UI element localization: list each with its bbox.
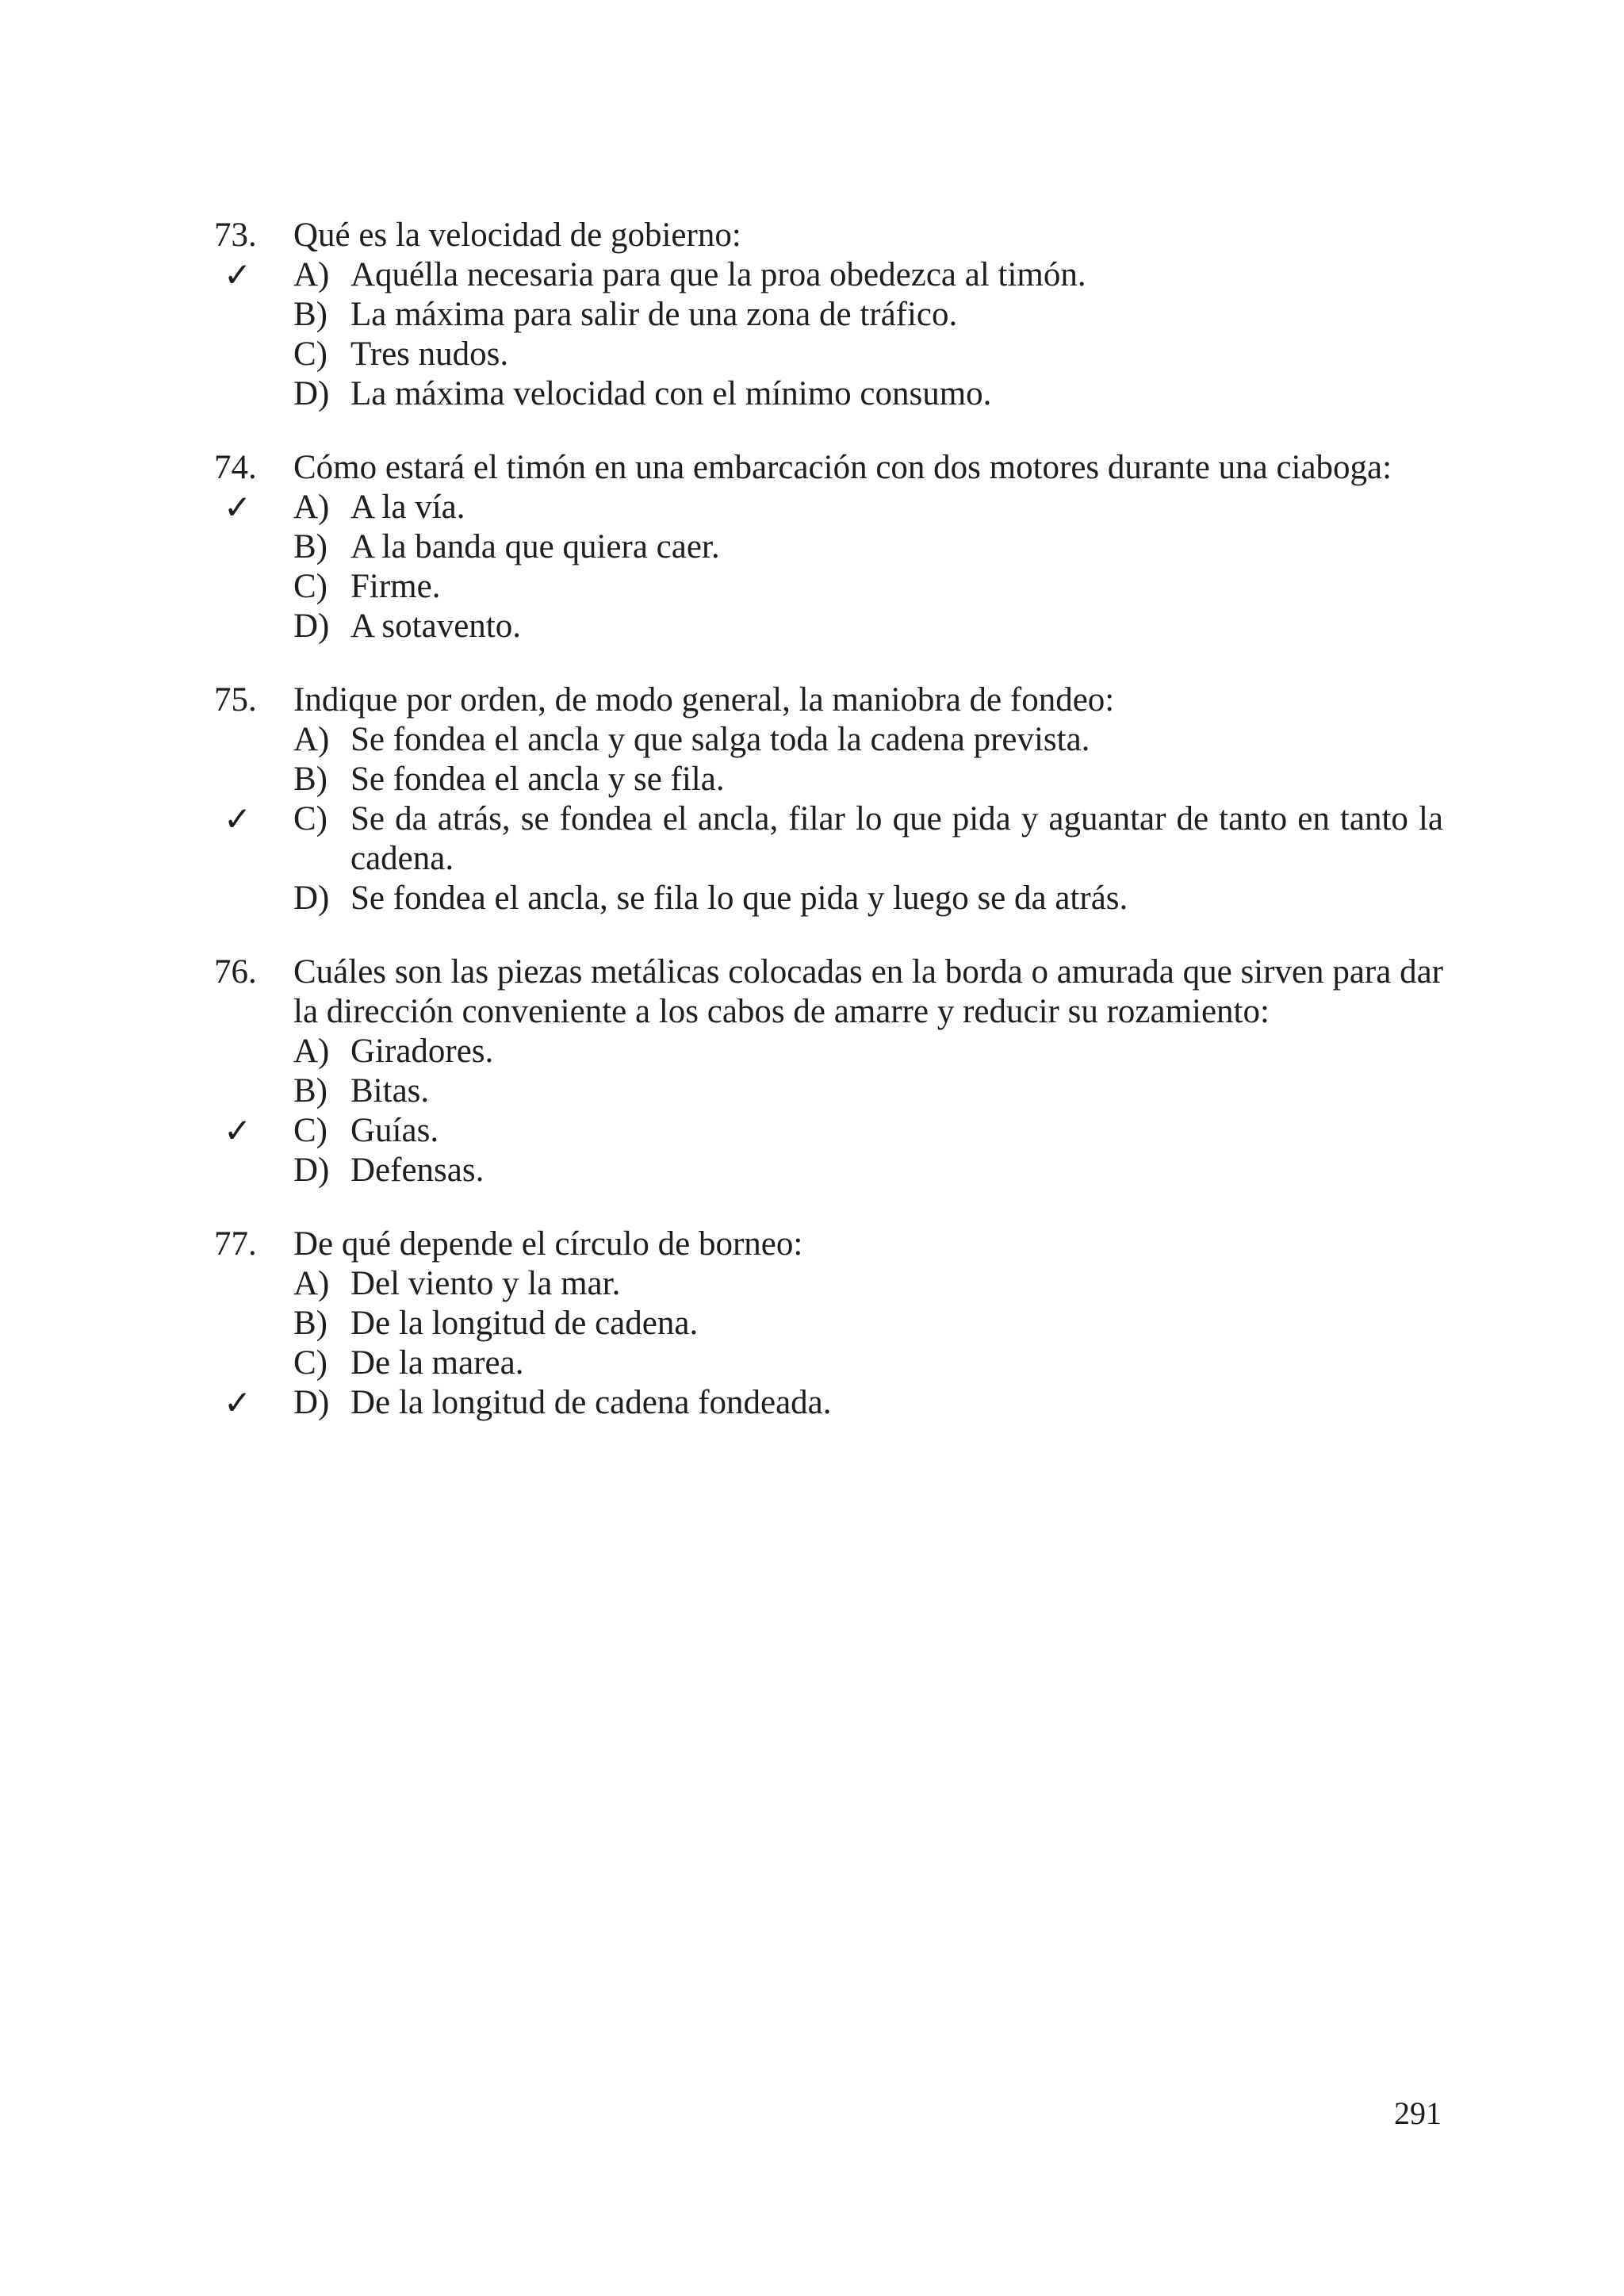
option-letter: C)	[293, 568, 327, 605]
question-stem	[214, 1225, 1443, 1264]
option-text: La máxima velocidad con el mínimo consumo.	[350, 375, 992, 412]
question-item	[214, 953, 1443, 1190]
option-text: Giradores.	[350, 1033, 494, 1070]
question-text: Cuáles son las piezas metálicas colocadas en la borda o amurada que sirven para dar la dirección conveniente a los cabos de amarre y reducir su rozamiento:	[293, 953, 1443, 1030]
option-letter: C)	[293, 1344, 327, 1382]
option-letter: D)	[293, 1152, 330, 1189]
answer-option	[214, 527, 1443, 567]
option-text: Aquélla necesaria para que la proa obedezca al timón.	[350, 256, 1086, 293]
option-text: Bitas.	[350, 1072, 430, 1110]
option-letter: D)	[293, 608, 330, 645]
option-letter: A)	[293, 1033, 330, 1070]
question-stem	[214, 448, 1443, 488]
option-text: Se fondea el ancla, se fila lo que pida y luego se da atrás.	[350, 880, 1128, 917]
option-letter: B)	[293, 1072, 327, 1110]
page-number: 291	[1394, 2095, 1442, 2131]
answer-option	[214, 607, 1443, 646]
question-number: 76.	[214, 953, 257, 991]
option-text: Defensas.	[350, 1152, 485, 1189]
answer-option	[214, 1071, 1443, 1111]
question-text: Indique por orden, de modo general, la maniobra de fondeo:	[293, 681, 1115, 719]
question-text: De qué depende el círculo de borneo:	[293, 1225, 803, 1263]
option-text: A la banda que quiera caer.	[350, 528, 720, 565]
answer-option	[214, 567, 1443, 607]
answer-option	[214, 1032, 1443, 1071]
answer-option	[214, 1151, 1443, 1190]
option-text: Se fondea el ancla y se fila.	[350, 761, 725, 798]
checkmark-icon: ✓	[224, 1383, 252, 1422]
option-letter: A)	[293, 721, 330, 758]
option-text: De la longitud de cadena fondeada.	[350, 1384, 832, 1421]
question-stem	[214, 680, 1443, 720]
checkmark-icon: ✓	[224, 255, 252, 294]
question-stem	[214, 953, 1443, 1032]
answer-option	[214, 1383, 1443, 1423]
option-text: De la longitud de cadena.	[350, 1305, 699, 1342]
option-text: Firme.	[350, 568, 441, 605]
answer-option	[214, 760, 1443, 799]
question-number: 73.	[214, 217, 257, 254]
option-text: La máxima para salir de una zona de tráfico.	[350, 296, 958, 333]
option-letter: B)	[293, 761, 327, 798]
option-text: Se da atrás, se fondea el ancla, filar lo que pida y aguantar de tanto en tanto la cadena.	[350, 800, 1443, 877]
question-item	[214, 680, 1443, 918]
option-letter: D)	[293, 880, 330, 917]
question-item	[214, 216, 1443, 414]
option-text: De la marea.	[350, 1344, 524, 1382]
answer-option	[214, 488, 1443, 527]
option-text: Se fondea el ancla y que salga toda la cadena prevista.	[350, 721, 1090, 758]
option-letter: B)	[293, 296, 327, 333]
answer-option	[214, 374, 1443, 414]
checkmark-icon: ✓	[224, 1111, 252, 1150]
option-letter: A)	[293, 256, 330, 293]
answer-option	[214, 1343, 1443, 1383]
option-letter: D)	[293, 1384, 330, 1421]
question-list	[214, 216, 1443, 1457]
option-letter: A)	[293, 1265, 330, 1302]
option-text: Del viento y la mar.	[350, 1265, 621, 1302]
question-text: Cómo estará el timón en una embarcación con dos motores durante una ciaboga:	[293, 449, 1392, 486]
option-letter: C)	[293, 1112, 327, 1149]
question-number: 75.	[214, 681, 257, 719]
option-letter: C)	[293, 800, 327, 838]
question-item	[214, 448, 1443, 646]
option-text: A sotavento.	[350, 608, 521, 645]
option-text: Tres nudos.	[350, 335, 509, 373]
answer-option	[214, 295, 1443, 335]
question-stem	[214, 216, 1443, 255]
question-number: 77.	[214, 1225, 257, 1263]
question-item	[214, 1225, 1443, 1423]
answer-option	[214, 799, 1443, 879]
answer-option	[214, 1111, 1443, 1151]
answer-option	[214, 255, 1443, 295]
answer-option	[214, 1264, 1443, 1304]
answer-option	[214, 1304, 1443, 1343]
checkmark-icon: ✓	[224, 488, 252, 527]
question-number: 74.	[214, 449, 257, 486]
option-text: Guías.	[350, 1112, 439, 1149]
answer-option	[214, 720, 1443, 760]
option-text: A la vía.	[350, 489, 465, 526]
option-letter: B)	[293, 1305, 327, 1342]
option-letter: C)	[293, 335, 327, 373]
option-letter: A)	[293, 489, 330, 526]
question-text: Qué es la velocidad de gobierno:	[293, 217, 741, 254]
answer-option	[214, 879, 1443, 918]
option-letter: D)	[293, 375, 330, 412]
option-letter: B)	[293, 528, 327, 565]
checkmark-icon: ✓	[224, 799, 252, 838]
answer-option	[214, 335, 1443, 374]
